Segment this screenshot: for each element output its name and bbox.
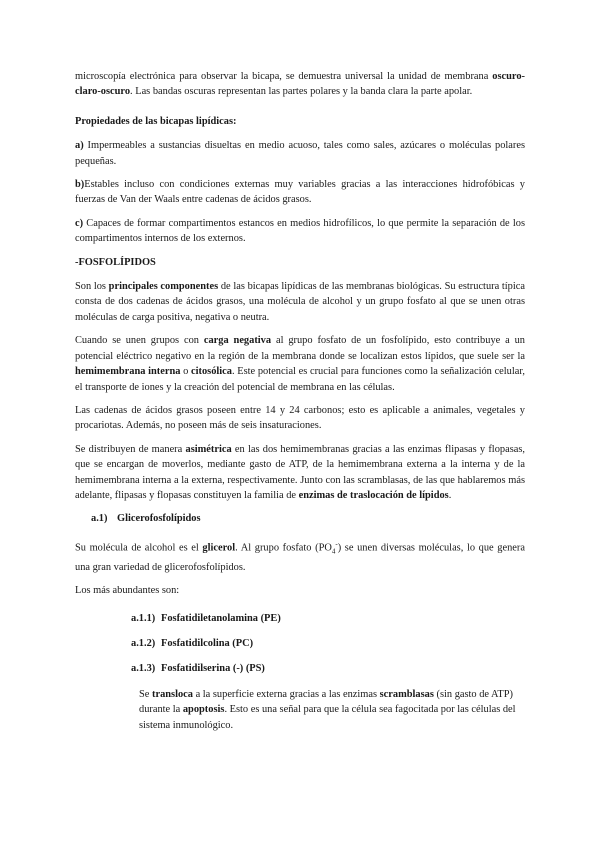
subsection-item: [131, 611, 525, 626]
text: ) se unen diversas moléculas, lo que genera una gran variedad de glicerofosfolípidos.: [75, 542, 525, 573]
phospholipids-paragraph-4: [75, 442, 525, 504]
glycerophospholipids-heading: [91, 511, 525, 526]
text: de las bicapas lipídicas de las membranas biológicas. Su estructura típica consta de dos cadenas de ácidos grasos, una molécula de alcohol y un grupo fosfato al que se unen otras moléculas de carga positiva, negativa o neutra.: [75, 281, 525, 323]
list-label: b): [75, 179, 85, 191]
bold-term: enzimas de traslocación de lípidos: [298, 489, 449, 501]
section-title: Glicerofosfolípidos: [117, 513, 201, 525]
superscript: -: [335, 539, 338, 548]
glycerophospholipids-paragraph-1: [75, 537, 525, 575]
section-number: a.1.2): [131, 637, 156, 649]
text: . Este potencial es crucial para funciones como la señalización celular, el transporte de iones y la creación del potencial de membrana en las células.: [75, 366, 526, 393]
text: . Al grupo fosfato (PO: [235, 542, 332, 554]
properties-heading: Propiedades de las bicapas lipídicas:: [75, 115, 237, 127]
phospholipids-heading: -FOSFOLÍPIDOS: [75, 256, 156, 268]
text: o: [180, 366, 192, 378]
text: al grupo fosfato de un fosfolípido, esto contribuye a un potencial eléctrico negativo en la región de la membrana donde se localizan estos lípidos, que suele ser la: [75, 335, 526, 362]
section-number: a.1.3): [131, 663, 156, 675]
property-c: [75, 216, 525, 247]
subsection-item: [131, 636, 525, 651]
subsection-item: [131, 661, 525, 676]
list-label: a): [75, 140, 84, 152]
text: Cuando se unen grupos con: [75, 335, 204, 347]
bold-term: carga negativa: [203, 335, 272, 347]
text: a la superficie externa gracias a las enzimas: [192, 688, 380, 700]
subscript: 4: [331, 547, 336, 556]
intro-paragraph: [75, 69, 525, 100]
section-title: Fosfatidiletanolamina (PE): [161, 612, 281, 624]
property-a: [75, 138, 525, 169]
bold-term: oscuro-claro-oscuro: [75, 71, 525, 98]
bold-term: scramblasas: [379, 688, 434, 700]
text: Impermeables a sustancias disueltas en medio acuoso, tales como sales, azúcares o moléculas polares pequeñas.: [75, 140, 525, 167]
phospholipids-paragraph-2: [75, 333, 525, 395]
section-number: a.1.1): [131, 612, 156, 624]
text: . Esto es una señal para que la célula sea fagocitada por las células del sistema inmunológico.: [139, 704, 516, 731]
text: Estables incluso con condiciones externas muy variables gracias a las interacciones hidrofóbicas y fuerzas de Van der Waals entre cadenas de ácidos grasos.: [75, 179, 525, 206]
list-label: c): [75, 217, 84, 229]
section-number: a.1): [91, 513, 108, 525]
bold-term: hemimembrana interna: [75, 366, 181, 378]
text: Son los: [75, 281, 109, 293]
phospholipids-paragraph-3: Las cadenas de ácidos grasos poseen entre 14 y 24 carbonos; esto es aplicable a animales, vegetales y procariotas. Además, no poseen más de seis insaturaciones.: [75, 404, 525, 432]
text: Capaces de formar compartimentos estancos en medios hidrofílicos, lo que permite la separación de los compartimentos internos de los externos.: [75, 217, 525, 245]
bold-term: principales componentes: [108, 281, 219, 293]
property-b: [75, 177, 525, 208]
bold-term: glicerol: [202, 542, 236, 554]
bold-term: asimétrica: [185, 443, 232, 455]
section-title: Fosfatidilcolina (PC): [161, 637, 254, 649]
text: en las dos hemimembranas gracias a las enzimas flipasas y flopasas, que se encargan de moverlos, mediante gasto de ATP, de la hemimembrana externa a la interna y de la hemimembrana interna a la externa, respectivamente. Junto con las scramblasas, de las que hablaremos más adelante, flipasas y flopasas constituyen la familia de: [75, 443, 525, 501]
text: Se: [139, 688, 152, 700]
text: (sin gasto de ATP) durante la: [139, 688, 513, 716]
phospholipids-paragraph-1: [75, 279, 525, 325]
document-page: [75, 69, 525, 741]
glycerophospholipids-paragraph-2: Los más abundantes son:: [75, 585, 180, 597]
text: Se distribuyen de manera: [75, 443, 186, 455]
text: microscopía electrónica para observar la bicapa, se demuestra universal la unidad de membrana: [75, 71, 493, 82]
bold-term: transloca: [152, 688, 193, 700]
text: Su molécula de alcohol es el: [75, 542, 203, 554]
text: . Las bandas oscuras representan las partes polares y la banda clara la parte apolar.: [130, 86, 473, 98]
bold-term: citosólica: [191, 366, 232, 378]
phosphatidylserine-paragraph: [139, 687, 525, 733]
text: .: [448, 489, 452, 501]
section-title: Fosfatidilserina (-) (PS): [161, 663, 265, 675]
bold-term: apoptosis: [182, 704, 225, 716]
